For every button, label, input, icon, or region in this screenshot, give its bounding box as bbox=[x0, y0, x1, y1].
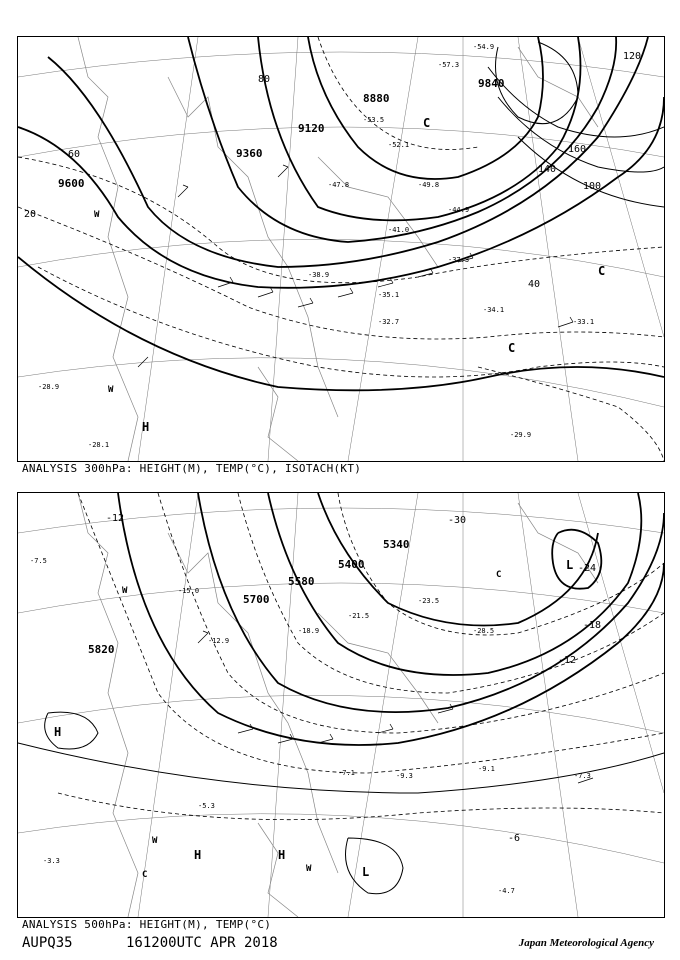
temp-label: -18.9 bbox=[298, 627, 320, 635]
temp-label: -15.0 bbox=[178, 587, 200, 595]
temp-label: -38.9 bbox=[308, 271, 330, 279]
agency-name: Japan Meteorological Agency bbox=[518, 937, 654, 949]
height-label: 5700 bbox=[243, 593, 270, 606]
temp-label: -33.1 bbox=[573, 318, 595, 326]
chart-id: AUPQ35 bbox=[22, 935, 73, 951]
height-label: 9120 bbox=[298, 122, 325, 135]
high-center-marker: H bbox=[194, 848, 202, 862]
temp-label: -37.3 bbox=[448, 256, 470, 264]
cold-center-marker: C bbox=[142, 870, 148, 880]
map-panel-300hpa bbox=[17, 36, 665, 462]
height-label: 9600 bbox=[58, 177, 85, 190]
temp-label: -9.3 bbox=[396, 772, 413, 780]
height-contours bbox=[118, 493, 664, 745]
temp-label: -5.3 bbox=[198, 802, 215, 810]
coastlines bbox=[78, 37, 598, 461]
graticule bbox=[18, 493, 664, 917]
temp-label-group bbox=[38, 43, 594, 449]
height-label: 9840 bbox=[478, 77, 505, 90]
high-center-marker: H bbox=[278, 848, 286, 862]
temp-label: -47.8 bbox=[328, 181, 350, 189]
temp-label: -7.5 bbox=[30, 557, 47, 565]
pressure-center-group bbox=[94, 116, 605, 434]
valid-time: 161200UTC APR 2018 bbox=[126, 935, 278, 951]
isotherm-label: -24 bbox=[578, 563, 597, 574]
isotach-label: 120 bbox=[623, 51, 642, 62]
height-label: 5820 bbox=[88, 643, 115, 656]
warm-center-marker: W bbox=[152, 836, 158, 846]
temp-label: -54.9 bbox=[473, 43, 495, 51]
temp-label: -44.9 bbox=[448, 206, 470, 214]
temp-label: -34.1 bbox=[483, 306, 505, 314]
isotach-label: 140 bbox=[538, 164, 557, 175]
cold-center-marker: C bbox=[423, 116, 431, 130]
temp-label: -9.1 bbox=[478, 765, 495, 773]
temp-label: -35.1 bbox=[378, 291, 400, 299]
temp-label: -28.1 bbox=[88, 441, 110, 449]
height-label: 8880 bbox=[363, 92, 390, 105]
temp-label: -7.1 bbox=[338, 769, 355, 777]
temp-label: -28.9 bbox=[38, 383, 60, 391]
isotach-label: 60 bbox=[68, 149, 81, 160]
height-label: 5400 bbox=[338, 558, 365, 571]
temp-label: -4.7 bbox=[498, 887, 515, 895]
temp-label: -52.1 bbox=[388, 141, 410, 149]
warm-center-marker: W bbox=[94, 210, 100, 220]
map-300hpa-svg bbox=[18, 37, 664, 461]
isotherm-label: -6 bbox=[508, 833, 521, 844]
panel-caption-300hpa: ANALYSIS 300hPa: HEIGHT(M), TEMP(°C), ISOTACH(KT) bbox=[22, 462, 362, 475]
low-center-marker: L bbox=[362, 865, 370, 879]
height-label-group bbox=[58, 77, 505, 190]
temp-label: -28.5 bbox=[473, 627, 495, 635]
isotherm-label: -18 bbox=[583, 620, 602, 631]
graticule bbox=[18, 37, 664, 461]
warm-center-marker: W bbox=[122, 586, 128, 596]
temp-label: -53.5 bbox=[363, 116, 385, 124]
cold-center-marker: C bbox=[508, 341, 516, 355]
map-500hpa-svg bbox=[18, 493, 664, 917]
cold-center-marker: C bbox=[598, 264, 606, 278]
temp-label: -7.3 bbox=[574, 772, 591, 780]
thin-contours bbox=[18, 712, 664, 894]
high-center-marker: H bbox=[142, 420, 150, 434]
temp-label: -3.3 bbox=[43, 857, 60, 865]
isotherm-label: -12 bbox=[106, 513, 125, 524]
temp-label: -21.5 bbox=[348, 612, 370, 620]
wind-barbs bbox=[138, 165, 573, 367]
isotach-label: 80 bbox=[258, 74, 271, 85]
low-center-marker: L bbox=[566, 558, 574, 572]
high-center-marker: H bbox=[54, 725, 62, 739]
chart-footer bbox=[22, 935, 662, 955]
temp-label: -41.0 bbox=[388, 226, 410, 234]
isotach-label: 160 bbox=[568, 144, 587, 155]
temp-label: -29.9 bbox=[510, 431, 532, 439]
wind-barbs bbox=[198, 631, 593, 783]
panel-caption-500hpa: ANALYSIS 500hPa: HEIGHT(M), TEMP(°C) bbox=[22, 918, 272, 931]
temp-label-group bbox=[30, 557, 591, 895]
pressure-center-group bbox=[54, 558, 573, 880]
isotach-label: 100 bbox=[583, 181, 602, 192]
isotach-label: 20 bbox=[24, 209, 37, 220]
isotherms bbox=[18, 37, 664, 461]
isotherm-label: -30 bbox=[448, 515, 467, 526]
height-label: 9360 bbox=[236, 147, 263, 160]
temp-label: -12.9 bbox=[208, 637, 230, 645]
temp-label: -57.3 bbox=[438, 61, 460, 69]
height-contours bbox=[18, 37, 664, 390]
height-label: 5580 bbox=[288, 575, 315, 588]
temp-label: -23.5 bbox=[418, 597, 440, 605]
height-label: 5340 bbox=[383, 538, 410, 551]
temp-label: -32.7 bbox=[378, 318, 400, 326]
warm-center-marker: W bbox=[306, 864, 312, 874]
warm-center-marker: W bbox=[108, 385, 114, 395]
temp-label: -49.8 bbox=[418, 181, 440, 189]
isotherm-label: -12 bbox=[558, 655, 577, 666]
map-panel-500hpa bbox=[17, 492, 665, 918]
isotach-label: 40 bbox=[528, 279, 541, 290]
cold-center-marker: C bbox=[496, 570, 502, 580]
